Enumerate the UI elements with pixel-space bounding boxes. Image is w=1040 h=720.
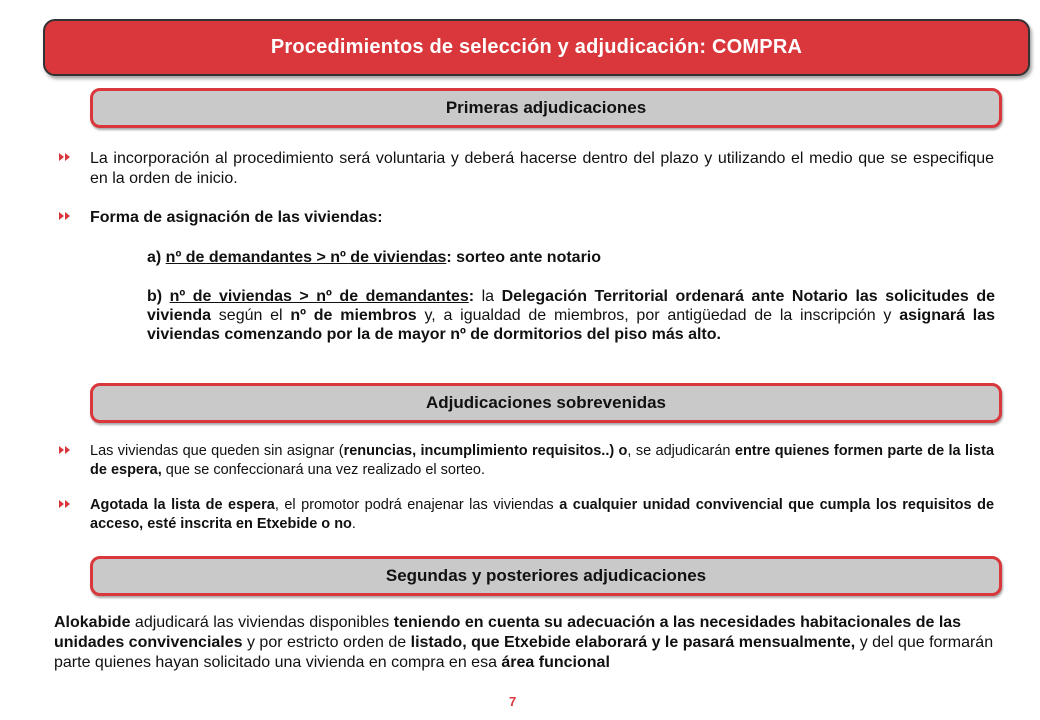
option-b-prefix: b) — [147, 288, 170, 305]
bullet-text — [90, 496, 994, 534]
text-part: que se confeccionará una vez realizado el sorteo. — [161, 462, 485, 478]
option-a-prefix: a) — [147, 249, 166, 266]
option-a — [147, 248, 995, 267]
text-part: y del que formarán parte quienes hayan solicitado una vivienda en compra en esa — [54, 634, 994, 671]
bullet-agotada-lista — [54, 496, 994, 534]
bullet-text — [90, 442, 994, 480]
text-part-bold: a cualquier unidad convivencial que cumpla los requisitos de acceso, esté inscrita en Etxebide o no — [90, 497, 995, 532]
double-chevron-right-icon — [54, 443, 74, 457]
bullet-incorporacion — [54, 149, 994, 189]
option-b-condition: nº de viviendas > nº de demandantes — [169, 288, 469, 305]
option-b — [147, 287, 995, 344]
bullet-forma-asignacion — [54, 208, 994, 228]
text-part-bold: Agotada la lista de espera — [90, 497, 275, 513]
option-a-condition: nº de demandantes > nº de viviendas — [165, 249, 447, 266]
double-chevron-right-icon — [54, 497, 74, 511]
option-b-text-1: la — [481, 288, 502, 305]
text-part: y por estricto orden de — [242, 634, 411, 651]
option-b-colon: : — [468, 288, 482, 305]
text-part: , el promotor podrá enajenar las viviendas — [274, 497, 560, 513]
option-b-text-4: nº de miembros — [290, 307, 417, 324]
bullet-text: La incorporación al procedimiento será voluntaria y deberá hacerse dentro del plazo y utilizando el medio que se especifique en la orden de inicio. — [90, 150, 994, 187]
section-header-primeras: Primeras adjudicaciones — [90, 88, 1002, 128]
double-chevron-right-icon — [54, 209, 74, 223]
text-part: . — [351, 516, 356, 532]
slide-title: Procedimientos de selección y adjudicación: COMPRA — [43, 19, 1030, 76]
double-chevron-right-icon — [54, 150, 74, 164]
text-part-bold: entre quienes formen parte de la lista de espera, — [90, 443, 995, 478]
section-header-sobrevenidas: Adjudicaciones sobrevenidas — [90, 383, 1002, 423]
segundas-paragraph — [54, 613, 998, 673]
text-part: adjudicará las viviendas disponibles — [130, 614, 394, 631]
bullet-viviendas-sin-asignar — [54, 442, 994, 480]
text-part: , se adjudicarán — [627, 443, 735, 459]
text-part-bold: Alokabide — [54, 614, 131, 631]
text-part: Las viviendas que queden sin asignar ( — [90, 443, 344, 459]
bullet-text: Forma de asignación de las viviendas: — [90, 209, 383, 226]
option-b-text-5: y, a igualdad de miembros, por antigüedad de la inscripción y — [416, 307, 900, 324]
text-part-bold: teniendo en cuenta su adecuación a las necesidades habitacionales de las unidades convivenciales — [54, 614, 962, 651]
text-part-bold: renuncias, incumplimiento requisitos..) o — [343, 443, 628, 459]
text-part-bold: listado, que Etxebide elaborará y le pasará mensualmente, — [410, 634, 856, 651]
option-a-result: : sorteo ante notario — [446, 249, 602, 266]
page-number: 7 — [509, 694, 517, 709]
option-b-text-3: según el — [211, 307, 291, 324]
section-header-segundas: Segundas y posteriores adjudicaciones — [90, 556, 1002, 596]
text-part-bold: área funcional — [501, 654, 610, 671]
option-b-text-2: Delegación Territorial ordenará ante Notario las solicitudes de vivienda — [147, 288, 995, 324]
option-b-text-6: asignará las viviendas comenzando por la de mayor nº de dormitorios del piso más alto. — [147, 307, 996, 343]
